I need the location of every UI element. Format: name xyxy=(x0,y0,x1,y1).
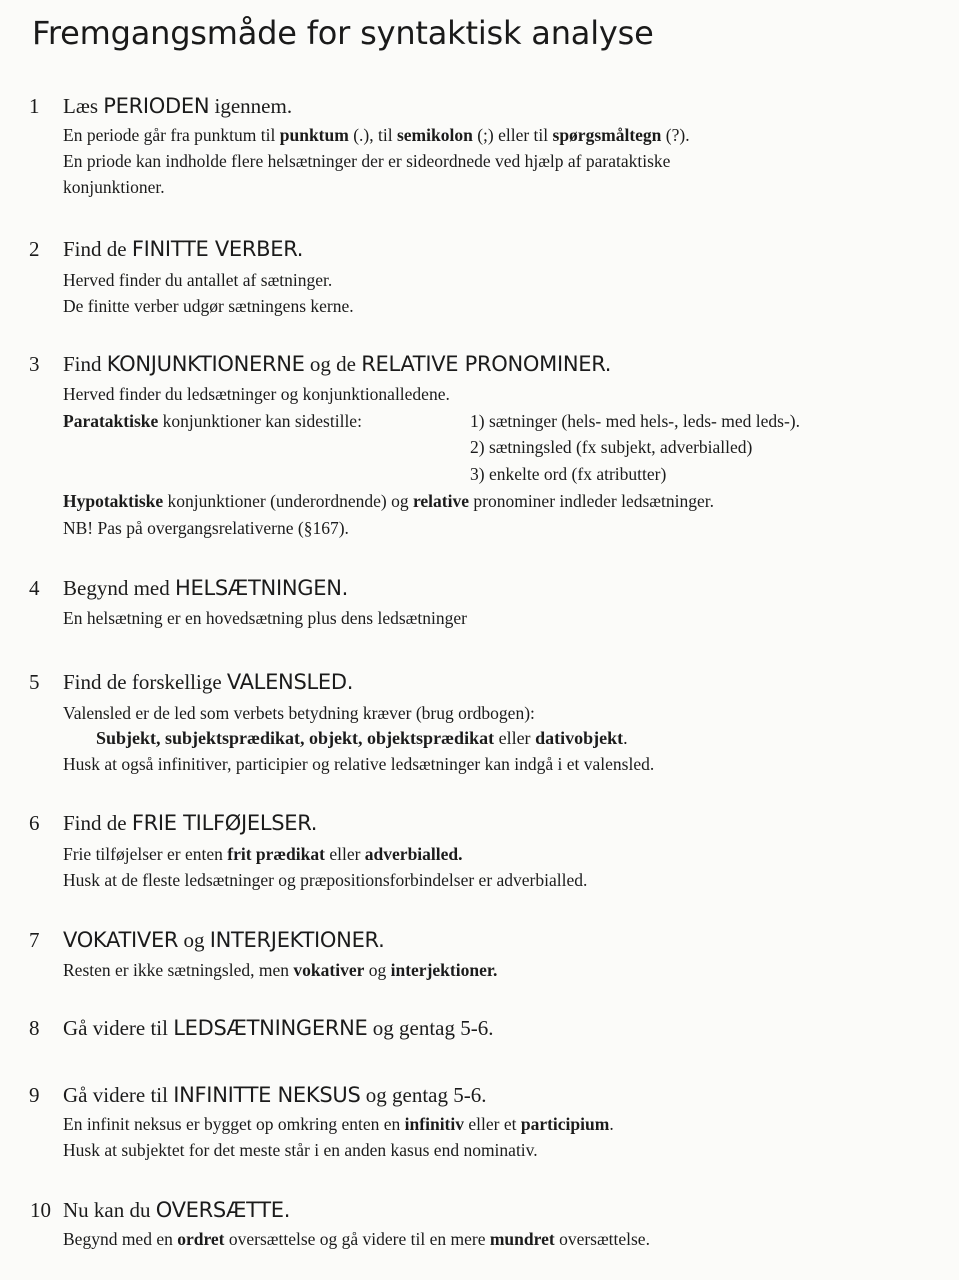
step-text-line: Herved finder du antallet af sætninger. xyxy=(63,270,333,290)
step-number: 8 xyxy=(29,1016,40,1040)
step-heading: Gå videre til INFINITTE NEKSUS og gentag 5-6. xyxy=(63,1083,487,1107)
step-number: 9 xyxy=(29,1083,40,1107)
step-text-line: En helsætning er en hovedsætning plus dens ledsætninger xyxy=(63,608,467,628)
step-heading: Begynd med HELSÆTNINGEN. xyxy=(63,576,348,600)
step-text-line: Begynd med en ordret oversættelse og gå videre til en mere mundret oversættelse. xyxy=(63,1229,650,1249)
step-text-line: Husk at de fleste ledsætninger og præpositionsforbindelser er adverbialled. xyxy=(63,870,588,890)
step-number: 4 xyxy=(29,576,40,600)
step-text-line: Parataktiske konjunktioner kan sidestille: xyxy=(63,411,362,431)
step-text-line: NB! Pas på overgangsrelativerne (§167). xyxy=(63,518,349,538)
step-number: 7 xyxy=(29,928,40,952)
step-heading: VOKATIVER og INTERJEKTIONER. xyxy=(63,928,385,952)
step-number: 6 xyxy=(29,811,40,835)
step-text-line: Husk at subjektet for det meste står i en anden kasus end nominativ. xyxy=(63,1140,538,1160)
step-heading: Find de FRIE TILFØJELSER. xyxy=(63,811,318,835)
page-title: Fremgangsmåde for syntaktisk analyse xyxy=(32,14,654,52)
step-number: 5 xyxy=(29,670,40,694)
step-text-line: Subjekt, subjektsprædikat, objekt, objektsprædikat eller dativobjekt. xyxy=(96,728,628,748)
step-text-line: En infinit neksus er bygget op omkring enten en infinitiv eller et participium. xyxy=(63,1114,614,1134)
step-text-line: En periode går fra punktum til punktum (.), til semikolon (;) eller til spørgsmåltegn (?). xyxy=(63,125,690,145)
step-text-line: Husk at også infinitiver, participier og relative ledsætninger kan indgå i et valensled. xyxy=(63,754,655,774)
step-text-line: Herved finder du ledsætninger og konjunktionalledene. xyxy=(63,384,450,404)
step-heading: Læs PERIODEN igennem. xyxy=(63,94,293,118)
step-text-line: En priode kan indholde flere helsætninger der er sideordnede ved hjælp af parataktiske xyxy=(63,151,671,171)
step-number: 2 xyxy=(29,237,40,261)
step-text-line: Resten er ikke sætningsled, men vokativer og interjektioner. xyxy=(63,960,498,980)
step-number: 10 xyxy=(30,1198,51,1222)
step-text-line: Valensled er de led som verbets betydning kræver (brug ordbogen): xyxy=(63,703,535,723)
step-heading: Gå videre til LEDSÆTNINGERNE og gentag 5-6. xyxy=(63,1016,494,1040)
list-item: 2) sætningsled (fx subjekt, adverbialled) xyxy=(470,437,753,457)
list-item: 3) enkelte ord (fx atributter) xyxy=(470,464,667,484)
step-text-line: Frie tilføjelser er enten frit prædikat eller adverbialled. xyxy=(63,844,463,864)
step-heading: Find de forskellige VALENSLED. xyxy=(63,670,354,694)
step-number: 3 xyxy=(29,352,40,376)
step-heading: Nu kan du OVERSÆTTE. xyxy=(63,1198,291,1222)
step-text-line: Hypotaktiske konjunktioner (underordnende) og relative pronominer indleder ledsætninger. xyxy=(63,491,714,511)
step-heading: Find de FINITTE VERBER. xyxy=(63,237,304,261)
step-text-line: De finitte verber udgør sætningens kerne. xyxy=(63,296,354,316)
step-heading: Find KONJUNKTIONERNE og de RELATIVE PRONOMINER. xyxy=(63,352,612,376)
list-item: 1) sætninger (hels- med hels-, leds- med leds-). xyxy=(470,411,800,431)
step-text-line: konjunktioner. xyxy=(63,177,165,197)
step-number: 1 xyxy=(29,94,40,118)
